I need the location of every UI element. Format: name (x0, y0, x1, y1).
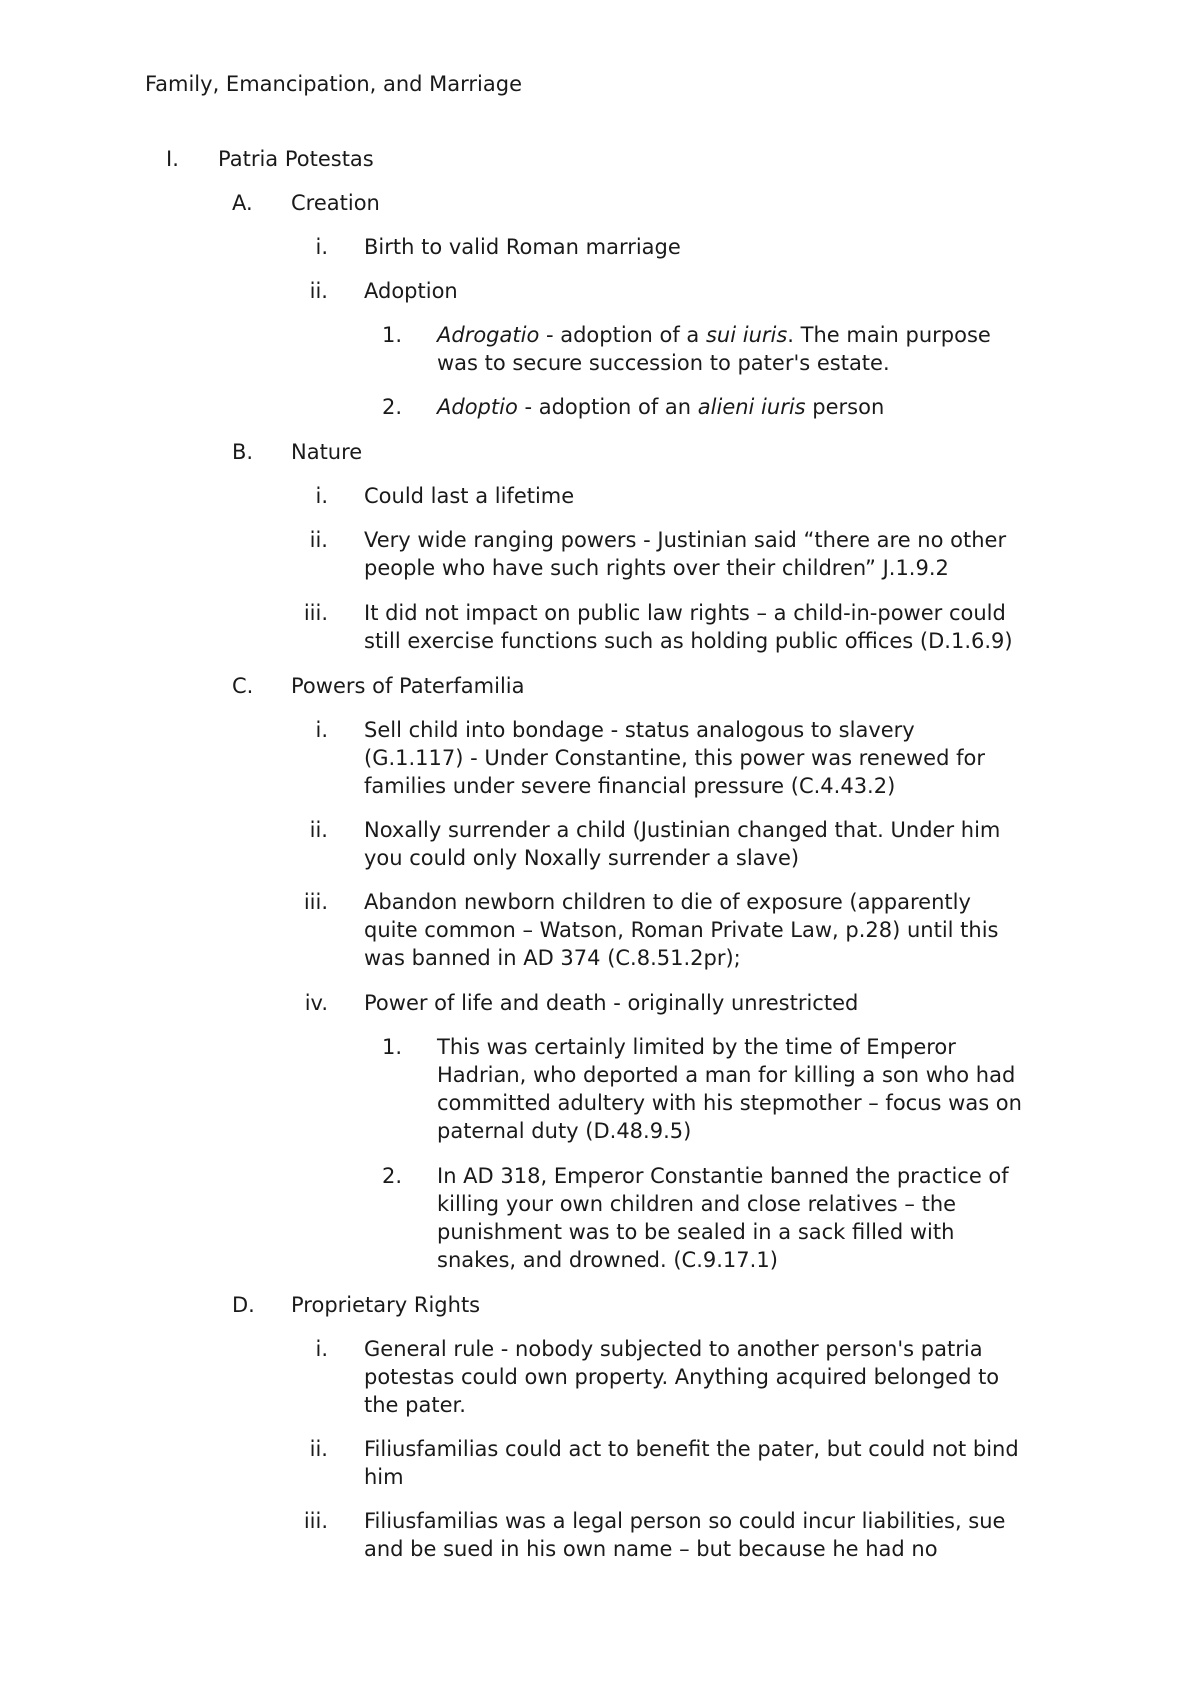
list-marker: 1. (381, 323, 402, 347)
text-line: was to secure succession to pater's estate. (437, 351, 890, 375)
text-line: punishment was to be sealed in a sack filled with (437, 1220, 955, 1244)
list-item-text (364, 482, 1064, 510)
list-marker: D. (232, 1293, 255, 1317)
text-line: Could last a lifetime (364, 484, 575, 508)
list-marker: C. (232, 674, 254, 698)
text-line: the pater. (364, 1393, 466, 1417)
text-line (437, 393, 1077, 421)
text-line: families under severe financial pressure (C.4.43.2) (364, 774, 896, 798)
list-marker: i. (315, 235, 328, 259)
list-marker: B. (232, 440, 254, 464)
latin-term: Adrogatio (437, 323, 540, 347)
text-line: paternal duty (D.48.9.5) (437, 1119, 692, 1143)
list-marker: 1. (381, 1035, 402, 1059)
list-item-text (437, 1033, 1077, 1145)
list-marker: iv. (304, 991, 328, 1015)
text-fragment: person (805, 395, 885, 419)
text-line: This was certainly limited by the time of Emperor (437, 1035, 956, 1059)
latin-term: alieni iuris (697, 395, 806, 419)
list-marker: i. (315, 484, 328, 508)
list-marker: 2. (381, 395, 402, 419)
list-marker: iii. (303, 1509, 328, 1533)
section-title: Patria Potestas (218, 147, 374, 171)
text-line: Noxally surrender a child (Justinian changed that. Under him (364, 818, 1001, 842)
list-item-text: Adoption (364, 279, 458, 303)
list-item-text (437, 1162, 1077, 1274)
list-item-text (437, 321, 1077, 377)
text-line: Power of life and death - originally unrestricted (364, 991, 859, 1015)
list-item-text (364, 526, 1064, 582)
subsection-title: Nature (291, 440, 363, 464)
text-line (437, 321, 1077, 349)
text-line: him (364, 1465, 404, 1489)
list-marker: i. (315, 1337, 328, 1361)
list-item-text (364, 888, 1064, 972)
text-line: people who have such rights over their children” J.1.9.2 (364, 556, 949, 580)
list-item-text (364, 716, 1064, 800)
latin-term: Adoptio (437, 395, 518, 419)
list-item-text (364, 1435, 1064, 1491)
text-line: and be sued in his own name – but because he had no (364, 1537, 938, 1561)
list-item-text (364, 1507, 1064, 1563)
text-line: killing your own children and close relatives – the (437, 1192, 957, 1216)
text-fragment: . The main purpose (787, 323, 991, 347)
list-item-text (364, 599, 1064, 655)
list-marker: i. (315, 718, 328, 742)
text-line: quite common – Watson, Roman Private Law, p.28) until this (364, 918, 999, 942)
list-item-text (437, 393, 1077, 421)
subsection-title: Creation (291, 191, 380, 215)
text-fragment: - adoption of a (539, 323, 706, 347)
text-line: potestas could own property. Anything acquired belonged to (364, 1365, 1000, 1389)
list-marker: I. (166, 147, 179, 171)
text-line: (G.1.117) - Under Constantine, this power was renewed for (364, 746, 985, 770)
text-line: was banned in AD 374 (C.8.51.2pr); (364, 946, 741, 970)
text-line: Filiusfamilias was a legal person so could incur liabilities, sue (364, 1509, 1006, 1533)
text-line: Abandon newborn children to die of exposure (apparently (364, 890, 971, 914)
list-marker: A. (232, 191, 253, 215)
text-line: still exercise functions such as holding public offices (D.1.6.9) (364, 629, 1013, 653)
text-line: Sell child into bondage - status analogous to slavery (364, 718, 915, 742)
list-marker: iii. (303, 890, 328, 914)
list-marker: ii. (309, 1437, 328, 1461)
latin-term: sui iuris (705, 323, 788, 347)
text-line: Very wide ranging powers - Justinian said “there are no other (364, 528, 1007, 552)
list-marker: ii. (309, 818, 328, 842)
text-fragment: - adoption of an (517, 395, 698, 419)
list-item-text (364, 1335, 1064, 1419)
text-line: committed adultery with his stepmother – focus was on (437, 1091, 1022, 1115)
list-marker: ii. (309, 528, 328, 552)
list-marker: ii. (309, 279, 328, 303)
text-line: Filiusfamilias could act to benefit the pater, but could not bind (364, 1437, 1019, 1461)
text-line: snakes, and drowned. (C.9.17.1) (437, 1248, 778, 1272)
text-line: Hadrian, who deported a man for killing a son who had (437, 1063, 1016, 1087)
text-line: In AD 318, Emperor Constantie banned the practice of (437, 1164, 1009, 1188)
list-marker: iii. (303, 601, 328, 625)
subsection-title: Proprietary Rights (291, 1293, 481, 1317)
list-item-text: Birth to valid Roman marriage (364, 235, 681, 259)
list-marker: 2. (381, 1164, 402, 1188)
text-line: It did not impact on public law rights – a child-in-power could (364, 601, 1006, 625)
list-item-text (364, 816, 1064, 872)
document-title: Family, Emancipation, and Marriage (145, 72, 523, 96)
text-line: you could only Noxally surrender a slave) (364, 846, 800, 870)
subsection-title: Powers of Paterfamilia (291, 674, 525, 698)
text-line: General rule - nobody subjected to another person's patria (364, 1337, 983, 1361)
list-item-text (364, 989, 1064, 1017)
